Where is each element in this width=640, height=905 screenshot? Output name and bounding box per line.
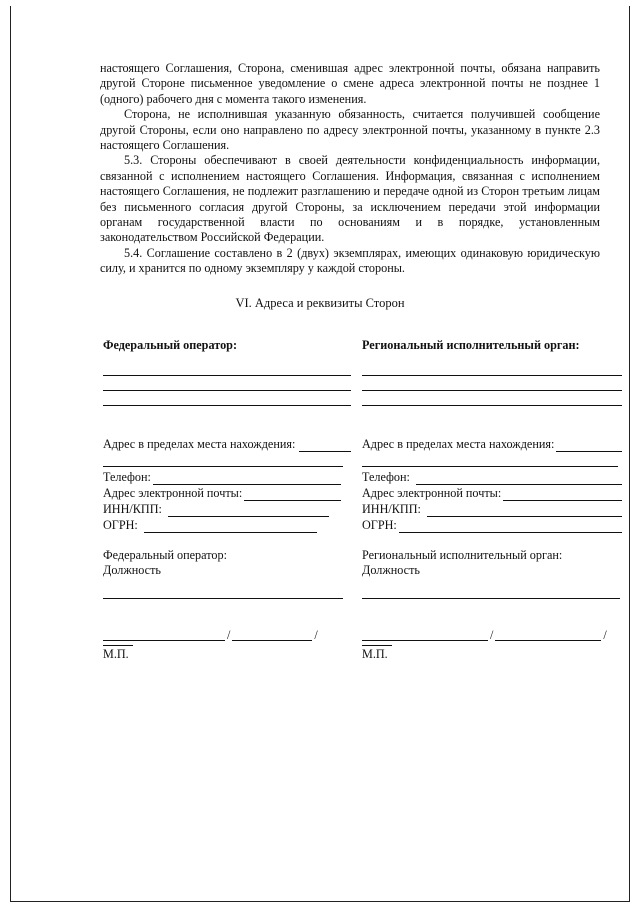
slash-1: /	[490, 628, 494, 642]
phone-label: Телефон:	[362, 470, 410, 484]
federal-operator-column	[103, 338, 351, 662]
email-label: Адрес электронной почты:	[103, 486, 243, 500]
email-field[interactable]	[244, 488, 341, 501]
stamp-label: М.П.	[103, 645, 133, 662]
phone-row	[103, 469, 351, 485]
address-field[interactable]	[299, 439, 351, 452]
signer-name-field[interactable]	[495, 628, 601, 641]
org-name-line-3[interactable]	[103, 391, 351, 406]
slash-2: /	[603, 628, 607, 642]
phone-field[interactable]	[153, 472, 341, 485]
ogrn-label: ОГРН:	[103, 518, 138, 532]
address-line-2[interactable]	[103, 466, 343, 467]
signature-row	[362, 625, 622, 641]
email-row	[103, 485, 351, 501]
signature-row	[103, 625, 351, 641]
org-name-line-1[interactable]	[103, 361, 351, 376]
paragraph-5-3: 5.3. Стороны обеспечивают в своей деятельности конфиденциальность информации, связанной с исполнением настоящего Соглашения. Информация, связанная с исполнением настоящего Соглашения, не подлежит разглашению и передаче одной из Сторон третьим лицам без письменного согласия другой Стороны, за исключением передачи этой информации органам государственной власти по основаниям и в порядке, установленным законодательством Российской Федерации.	[100, 153, 600, 245]
signature-field[interactable]	[362, 628, 488, 641]
ogrn-row	[362, 517, 622, 533]
ogrn-field[interactable]	[144, 520, 317, 533]
ogrn-field[interactable]	[399, 520, 622, 533]
address-row	[103, 436, 351, 452]
address-line-2[interactable]	[362, 466, 618, 467]
email-field[interactable]	[503, 488, 622, 501]
regional-body-heading: Региональный исполнительный орган:	[362, 338, 580, 352]
phone-label: Телефон:	[103, 470, 151, 484]
email-row	[362, 485, 622, 501]
body-text	[100, 61, 600, 277]
inn-row	[362, 501, 622, 517]
address-field[interactable]	[556, 439, 622, 452]
org-name-line-1[interactable]	[362, 361, 622, 376]
inn-label: ИНН/КПП:	[362, 502, 421, 516]
org-name-line-2[interactable]	[362, 376, 622, 391]
position-line[interactable]	[362, 598, 620, 599]
section-title: VI. Адреса и реквизиты Сторон	[235, 296, 405, 310]
address-label: Адрес в пределах места нахождения:	[103, 437, 296, 451]
signer-name-field[interactable]	[232, 628, 312, 641]
inn-field[interactable]	[427, 504, 622, 517]
paragraph-5-4: 5.4. Соглашение составлено в 2 (двух) экземплярах, имеющих одинаковую юридическую силу, и хранится по одному экземпляру у каждой стороны.	[100, 245, 600, 276]
org-name-line-2[interactable]	[103, 376, 351, 391]
slash-2: /	[314, 628, 318, 642]
federal-operator-heading: Федеральный оператор:	[103, 338, 237, 352]
position-label: Должность	[362, 563, 420, 577]
inn-row	[103, 501, 351, 517]
stamp-label: М.П.	[362, 645, 392, 662]
signer-org: Федеральный оператор:	[103, 548, 227, 562]
regional-body-column	[362, 338, 622, 662]
paragraph-obligation: Сторона, не исполнившая указанную обязанность, считается получившей сообщение другой Стороны, если оно направлено по адресу электронной почты, указанному в пункте 2.3 настоящего Соглашения.	[100, 107, 600, 153]
position-label: Должность	[103, 563, 161, 577]
email-label: Адрес электронной почты:	[362, 486, 502, 500]
address-label: Адрес в пределах места нахождения:	[362, 437, 555, 451]
address-row	[362, 436, 622, 452]
signer-org: Региональный исполнительный орган:	[362, 548, 563, 562]
slash-1: /	[227, 628, 231, 642]
ogrn-row	[103, 517, 351, 533]
ogrn-label: ОГРН:	[362, 518, 397, 532]
signature-field[interactable]	[103, 628, 225, 641]
inn-field[interactable]	[168, 504, 329, 517]
inn-label: ИНН/КПП:	[103, 502, 162, 516]
org-name-line-3[interactable]	[362, 391, 622, 406]
phone-field[interactable]	[416, 472, 622, 485]
paragraph-email-change: настоящего Соглашения, Сторона, сменившая адрес электронной почты, обязана направить другой Стороне письменное уведомление о смене адреса электронной почты не позднее 1 (одного) рабочего дня с момента такого изменения.	[100, 61, 600, 106]
position-line[interactable]	[103, 598, 343, 599]
phone-row	[362, 469, 622, 485]
